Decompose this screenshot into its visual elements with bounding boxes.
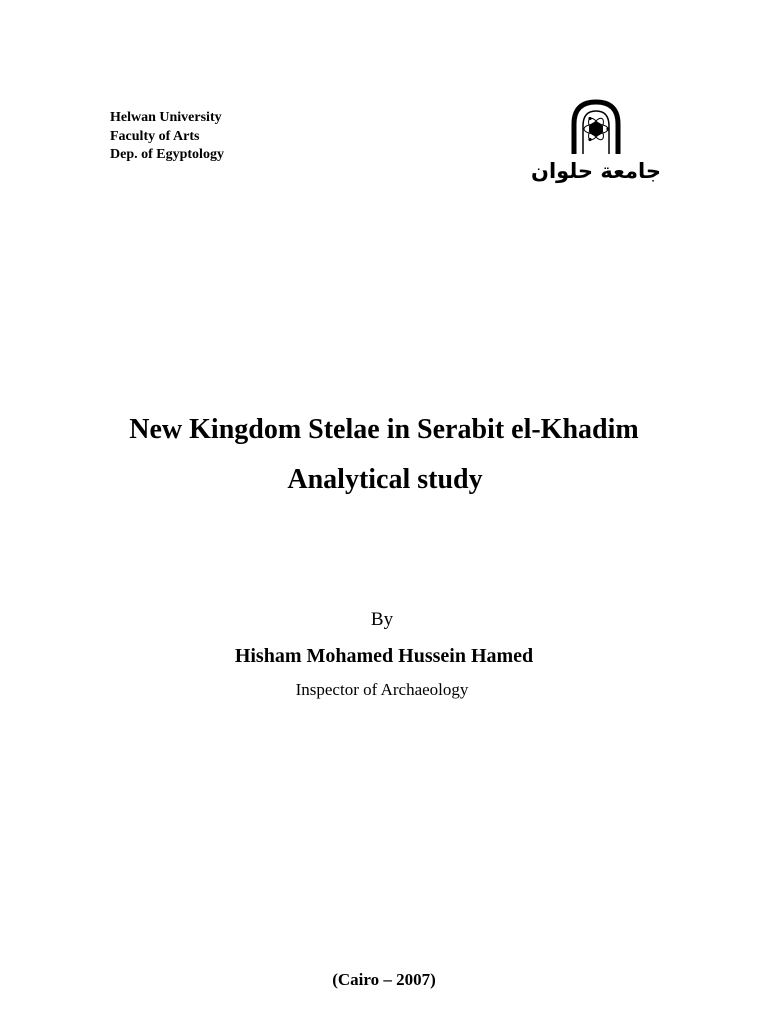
author-role: Inspector of Archaeology [295, 680, 469, 699]
university-logo [531, 96, 661, 186]
place-date: (Cairo – 2007) [332, 970, 436, 989]
document-title [0, 405, 768, 505]
title-line-1: New Kingdom Stelae in Serabit el-Khadim [129, 414, 639, 445]
emblem-icon [531, 96, 661, 186]
by-label: By [370, 609, 394, 630]
author-name: Hisham Mohamed Hussein Hamed [234, 645, 534, 667]
svg-text:جامعة حلوان: جامعة حلوان [531, 159, 661, 183]
title-line-2: Analytical study [287, 464, 483, 495]
institution-block [110, 109, 224, 165]
university-name: Helwan University [110, 110, 222, 125]
department-name: Dep. of Egyptology [110, 147, 224, 162]
faculty-name: Faculty of Arts [110, 128, 200, 144]
